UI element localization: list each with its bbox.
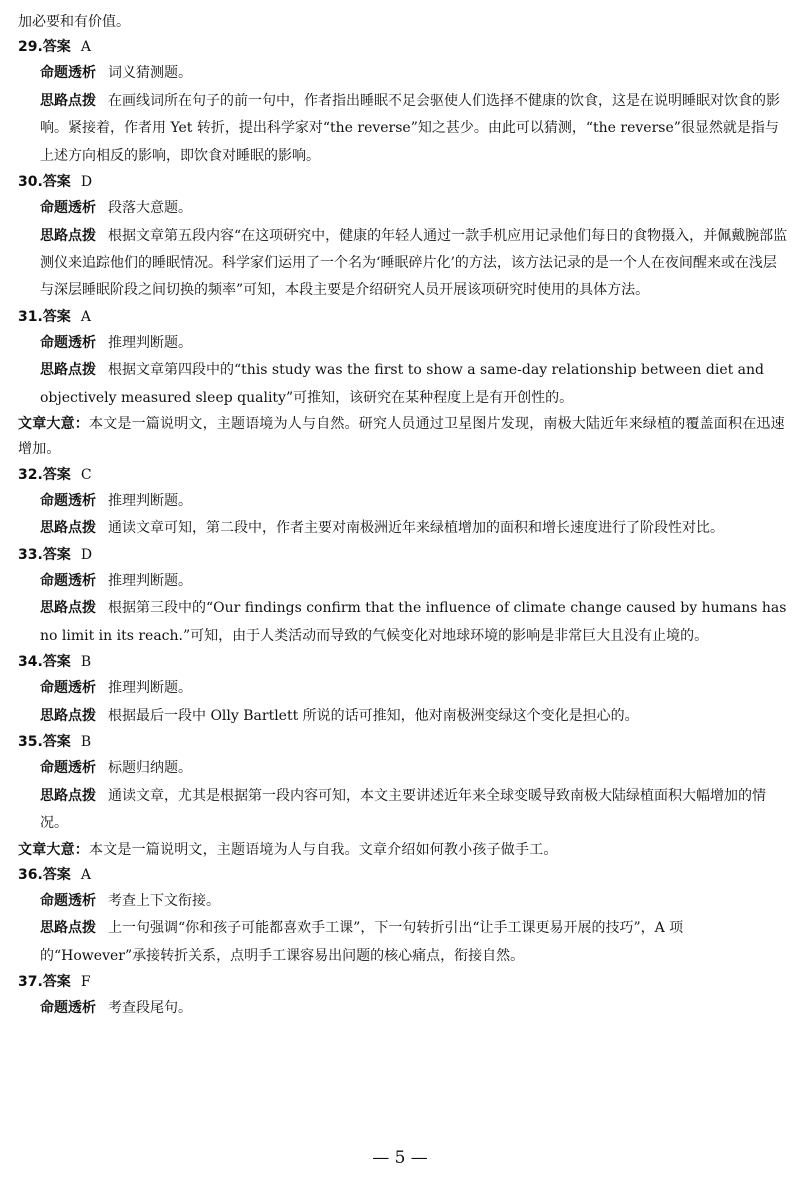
type-label: 命题透析 [40,65,96,82]
question-number: 33. [18,546,43,563]
explanation: 根据最后一段中 Olly Bartlett 所说的话可推知，他对南极洲变绿这个变化是担心的。 [108,707,639,724]
explanation-row [18,357,788,412]
summary-label: 文章大意： [18,841,89,858]
answer-label: 答案 [42,974,71,991]
answer-header [18,650,788,675]
question-34 [18,650,788,730]
question-number: 34. [18,654,43,671]
explanation-row [18,595,788,650]
question-type: 考查上下文衔接。 [108,892,220,909]
question-type: 段落大意题。 [108,200,192,217]
summary-text: 本文是一篇说明文，主题语境为人与自然。研究人员通过卫星图片发现，南极大陆近年来绿植的覆盖面积在迅速增加。 [18,416,785,458]
question-type: 考查段尾句。 [108,1000,192,1017]
explanation: 在画线词所在句子的前一句中，作者指出睡眠不足会驱使人们选择不健康的饮食，这是在说明睡眠对饮食的影响。紧接着，作者用 Yet 转折，提出科学家对“the reverse”知之甚少。由此可以猜测，“the reverse”很显然就是指与上述方向相反的影响，即饮食对睡眠的影响。 [40,92,780,164]
answer-header [18,170,788,195]
question-number: 37. [18,974,43,991]
question-type: 推理判断题。 [108,492,192,509]
question-type-row [18,568,788,595]
explanation-row [18,88,788,170]
continued-text: 加必要和有价值。 [18,14,130,30]
tip-label: 思路点拨 [40,920,96,937]
question-number: 36. [18,866,43,883]
summary-label: 文章大意： [18,416,89,433]
answer-label: 答案 [42,734,71,751]
tip-label: 思路点拨 [40,787,96,804]
question-type-row [18,195,788,222]
answer-label: 答案 [42,654,71,671]
question-type-row [18,995,788,1022]
summary-text: 本文是一篇说明文，主题语境为人与自我。文章介绍如何教小孩子做手工。 [89,841,558,858]
page-number: — 5 — [372,1148,428,1168]
answer-label: 答案 [42,308,71,325]
tip-label: 思路点拨 [40,707,96,724]
question-37 [18,970,788,1023]
question-type: 推理判断题。 [108,680,192,697]
question-29 [18,35,788,170]
question-type: 词义猜测题。 [108,65,192,82]
question-number: 32. [18,466,43,483]
explanation: 通读文章，尤其是根据第一段内容可知，本文主要讲述近年来全球变暖导致南极大陆绿植面积大幅增加的情况。 [40,787,766,832]
question-type-row [18,888,788,915]
question-33 [18,543,788,650]
answer-letter: D [80,174,93,191]
explanation-row [18,915,788,970]
type-label: 命题透析 [40,200,96,217]
question-31 [18,305,788,412]
question-type-row [18,675,788,702]
tip-label: 思路点拨 [40,227,96,244]
answer-key-content [18,10,788,1023]
type-label: 命题透析 [40,760,96,777]
type-label: 命题透析 [40,572,96,589]
explanation-row [18,515,788,542]
explanation-row [18,783,788,838]
answer-header [18,35,788,60]
type-label: 命题透析 [40,492,96,509]
question-type-row [18,755,788,782]
explanation: 上一句强调“你和孩子可能都喜欢手工课”，下一句转折引出“让手工课更易开展的技巧”，A 项的“However”承接转折关系，点明手工课容易出问题的核心痛点，衔接自然。 [40,920,684,964]
type-label: 命题透析 [40,335,96,352]
answer-letter: B [80,734,92,751]
question-number: 31. [18,308,43,325]
question-number: 30. [18,174,43,191]
answer-header [18,543,788,568]
question-type-row [18,330,788,357]
question-30 [18,170,788,305]
explanation: 通读文章可知，第二段中，作者主要对南极洲近年来绿植增加的面积和增长速度进行了阶段性对比。 [108,520,724,537]
type-label: 命题透析 [40,680,96,697]
question-32 [18,463,788,543]
explanation: 根据文章第四段中的“this study was the first to show a same-day relationship between diet and objectively measured sleep quality”可推知，该研究在某种程度上是有开创性的。 [40,362,765,406]
answer-letter: C [80,466,92,483]
answer-label: 答案 [42,466,71,483]
question-number: 29. [18,39,43,56]
question-number: 35. [18,734,43,751]
answer-letter: B [80,654,92,671]
type-label: 命题透析 [40,892,96,909]
passage-summary [18,412,788,462]
question-type-row [18,60,788,87]
question-type: 推理判断题。 [108,572,192,589]
answer-letter: A [80,866,91,883]
explanation-row [18,223,788,305]
question-35 [18,730,788,837]
answer-letter: D [80,546,93,563]
answer-header [18,970,788,995]
answer-letter: A [80,39,91,56]
answer-label: 答案 [42,174,71,191]
tip-label: 思路点拨 [40,362,96,379]
question-type: 标题归纳题。 [108,760,192,777]
type-label: 命题透析 [40,1000,96,1017]
answer-header [18,730,788,755]
answer-header [18,863,788,888]
tip-label: 思路点拨 [40,600,96,617]
question-36 [18,863,788,970]
answer-label: 答案 [42,546,71,563]
tip-label: 思路点拨 [40,92,96,109]
explanation: 根据第三段中的“Our findings confirm that the influence of climate change caused by humans has no limit in its reach.”可知，由于人类活动而导致的气候变化对地球环境的影响是非常巨大且没有止境的。 [40,600,787,644]
tip-label: 思路点拨 [40,520,96,537]
answer-letter: A [80,308,91,325]
explanation-row [18,703,788,730]
question-type-row [18,488,788,515]
answer-header [18,305,788,330]
answer-label: 答案 [42,866,71,883]
passage-summary [18,838,788,863]
answer-letter: F [80,974,91,991]
question-type: 推理判断题。 [108,335,192,352]
answer-header [18,463,788,488]
answer-label: 答案 [42,39,71,56]
explanation: 根据文章第五段内容“在这项研究中，健康的年轻人通过一款手机应用记录他们每日的食物摄入，并佩戴腕部监测仪来追踪他们的睡眠情况。科学家们运用了一个名为‘睡眠碎片化’的方法，该方法记录的是一个人在夜间醒来或在浅层与深层睡眠阶段之间切换的频率”可知，本段主要是介绍研究人员开展该项研究时使用的具体方法。 [40,227,788,299]
